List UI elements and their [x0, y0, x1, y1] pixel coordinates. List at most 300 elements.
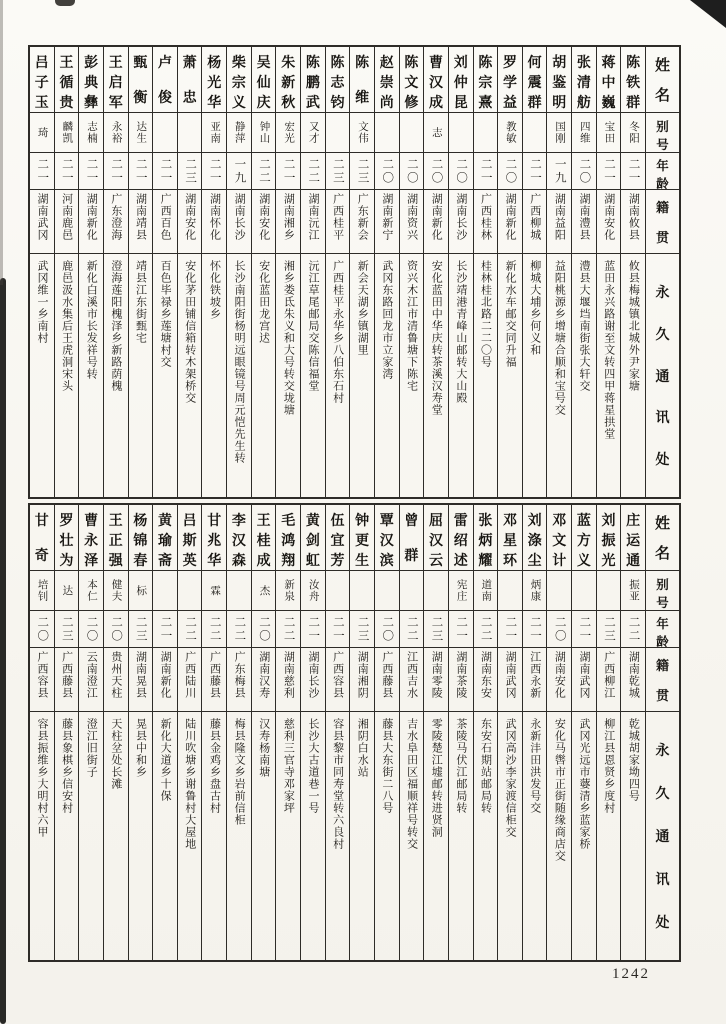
person-alias: 宏光 [276, 113, 300, 153]
person-name: 王 启 军 [104, 47, 128, 113]
person-address: 长沙靖港青峰山邮转大山殿 [454, 260, 467, 404]
person-native-place: 湖南茶陵 [449, 648, 473, 712]
person-address: 安化蓝田龙宫迖 [257, 260, 270, 344]
person-age: 二〇 [30, 611, 54, 648]
roster-column [448, 47, 473, 497]
person-name: 陈 宗 熹 [474, 47, 498, 113]
person-age: 二二 [621, 611, 645, 648]
person-age: 二三 [55, 611, 79, 648]
roster-column [546, 47, 571, 497]
roster-column [325, 47, 350, 497]
person-address: 鹿邑汲水集后王虎洞宋头 [60, 260, 73, 392]
person-alias: 宪庄 [449, 571, 473, 611]
person-age: 二一 [301, 611, 325, 648]
person-address: 靖县江东街甄宅 [134, 260, 147, 344]
person-address: 武冈东路回龙市立家湾 [380, 260, 393, 380]
person-age: 二〇 [375, 611, 399, 648]
header-alias: 别 号 [646, 113, 679, 153]
person-age: 二一 [621, 153, 645, 190]
person-name: 罗 学 益 [498, 47, 522, 113]
person-address: 沅江草尾邮局交陈信福堂 [307, 260, 319, 392]
person-name: 庄 运 通 [621, 505, 645, 571]
person-alias [153, 571, 177, 611]
person-alias: 国刚 [547, 113, 571, 153]
person-age: 二一 [572, 611, 596, 648]
scan-artifact-corner [690, 0, 726, 28]
scan-artifact-left-edge-faint [0, 0, 3, 285]
person-native-place: 广西柳城 [523, 190, 547, 254]
person-native-place: 湖南新化 [79, 190, 103, 254]
person-name: 朱 新 秋 [276, 47, 300, 113]
person-native-place: 广西藤县 [55, 648, 79, 712]
roster-column [300, 47, 325, 497]
person-age: 二〇 [375, 153, 399, 190]
person-name: 覃 汉 滨 [375, 505, 399, 571]
person-name: 萧 忠 [178, 47, 202, 113]
person-native-place: 云南澄江 [79, 648, 103, 712]
person-age: 二二 [178, 611, 202, 648]
person-native-place: 湖南零陵 [424, 648, 448, 712]
person-alias [375, 571, 399, 611]
person-age: 二三 [350, 611, 374, 648]
roster-column [473, 505, 498, 960]
roster-column [103, 47, 128, 497]
person-age: 二二 [227, 611, 251, 648]
header-native: 籍 贯 [646, 648, 679, 712]
person-native-place: 湖南沅江 [301, 190, 325, 254]
person-address: 安化马辔市正街随缘商店交 [553, 718, 566, 862]
table-header-column [645, 505, 679, 960]
person-age: 二一 [30, 153, 54, 190]
roster-column [596, 505, 621, 960]
person-native-place: 湖南湘阴 [350, 648, 374, 712]
person-address: 湘乡娄氐朱义和大号转交垅塘 [282, 260, 295, 416]
person-address: 武冈高沙李家渡信柜交 [504, 718, 517, 838]
person-alias [153, 113, 177, 153]
person-name: 吕 斯 英 [178, 505, 202, 571]
person-address: 新化大道乡十保 [159, 718, 172, 802]
person-name: 王 桂 成 [252, 505, 276, 571]
roster-column [448, 505, 473, 960]
person-age: 二一 [449, 611, 473, 648]
person-age: 二二 [400, 611, 424, 648]
person-address: 澄海莲阳槐泽乡新路荫槐 [109, 260, 122, 392]
person-alias: 道南 [474, 571, 498, 611]
person-age: 二〇 [572, 153, 596, 190]
table-body [30, 505, 645, 960]
person-name: 刘 振 光 [597, 505, 621, 571]
person-address: 容县黎市同寿堂转六良村 [331, 718, 344, 850]
person-native-place: 湖南慈利 [276, 648, 300, 712]
person-name: 伍 宜 芳 [326, 505, 350, 571]
person-alias [597, 571, 621, 611]
person-address: 藤县大东街二八号 [380, 718, 393, 814]
person-native-place: 湖南安化 [547, 648, 571, 712]
person-alias: 冬阳 [621, 113, 645, 153]
person-native-place: 湖南汉寿 [252, 648, 276, 712]
person-name: 李 汉 森 [227, 505, 251, 571]
person-alias: 汝舟 [301, 571, 325, 611]
person-alias [326, 113, 350, 153]
person-alias [498, 571, 522, 611]
person-name: 陈 维 [350, 47, 374, 113]
person-address: 新化白溪市长发祥号转 [85, 260, 98, 380]
person-native-place: 广西桂林 [474, 190, 498, 254]
person-address: 梅县隆文乡岩前信柜 [233, 718, 246, 826]
roster-column [30, 47, 54, 497]
header-name: 姓 名 [646, 47, 679, 113]
roster-column [128, 47, 153, 497]
person-native-place: 湖南靖县 [129, 190, 153, 254]
person-native-place: 湖南安化 [178, 190, 202, 254]
person-age: 二〇 [79, 611, 103, 648]
roster-column [152, 47, 177, 497]
person-age: 二一 [79, 153, 103, 190]
person-alias [547, 571, 571, 611]
person-age: 二二 [252, 153, 276, 190]
roster-column [349, 47, 374, 497]
person-address: 新会天湖乡镇湖里 [356, 260, 369, 356]
person-native-place: 广西容县 [326, 648, 350, 712]
person-name: 胡 鉴 明 [547, 47, 571, 113]
person-age: 二一 [523, 611, 547, 648]
person-name: 曾 群 [400, 505, 424, 571]
person-alias [474, 113, 498, 153]
person-native-place: 湖南长沙 [227, 190, 251, 254]
roster-column [349, 505, 374, 960]
person-native-place: 广东梅县 [227, 648, 251, 712]
roster-column [620, 47, 645, 497]
person-address: 陆川吹塘乡谢鲁村大屋地 [183, 718, 196, 850]
person-address: 澄江旧街子 [85, 718, 98, 778]
roster-column [30, 505, 54, 960]
person-name: 吴 仙 庆 [252, 47, 276, 113]
person-native-place: 广西藤县 [375, 648, 399, 712]
person-name: 吕 子 玉 [30, 47, 54, 113]
person-address: 长沙南阳街杨明远眼镜号周元恺先生转 [233, 260, 246, 464]
person-name: 卢 俊 [153, 47, 177, 113]
person-age: 二二 [276, 611, 300, 648]
person-name: 王 循 贵 [55, 47, 79, 113]
person-alias: 志 [424, 113, 448, 153]
person-age: 一九 [227, 153, 251, 190]
person-age: 二一 [153, 153, 177, 190]
roster-column [571, 505, 596, 960]
person-address: 天柱坌处长滩 [109, 718, 122, 790]
person-native-place: 广西百色 [153, 190, 177, 254]
header-name: 姓 名 [646, 505, 679, 571]
person-name: 赵 崇 尚 [375, 47, 399, 113]
person-age: 二〇 [424, 153, 448, 190]
person-alias [227, 571, 251, 611]
roster-column [522, 505, 547, 960]
header-age: 年 龄 [646, 153, 679, 190]
person-native-place: 湖南新化 [153, 648, 177, 712]
person-native-place: 广西藤县 [202, 648, 226, 712]
person-native-place: 广西陆川 [178, 648, 202, 712]
person-alias: 霖 [202, 571, 226, 611]
person-name: 黄 剑 虹 [301, 505, 325, 571]
person-name: 陈 志 钧 [326, 47, 350, 113]
roster-column [177, 47, 202, 497]
person-age: 二一 [523, 153, 547, 190]
person-address: 百色毕禄乡莲塘村交 [159, 260, 172, 368]
person-alias [424, 571, 448, 611]
person-address: 吉水阜田区福顺祥号转交 [405, 718, 418, 850]
person-name: 罗 壮 为 [55, 505, 79, 571]
roster-column [571, 47, 596, 497]
person-name: 邓 文 计 [547, 505, 571, 571]
person-alias: 达生 [129, 113, 153, 153]
person-name: 彭 典 彝 [79, 47, 103, 113]
person-address: 安化茅田铺信箱转木架桥交 [183, 260, 196, 404]
person-name: 杨 光 华 [202, 47, 226, 113]
person-address: 汉寿杨南塘 [257, 718, 270, 778]
person-address: 安化蓝田中华庆转茶溪汉寿堂 [430, 260, 443, 416]
person-alias [400, 113, 424, 153]
person-age: 二二 [202, 611, 226, 648]
person-age: 二一 [104, 153, 128, 190]
person-alias: 宝田 [597, 113, 621, 153]
page-number: 1242 [612, 966, 650, 982]
person-alias [449, 113, 473, 153]
person-age: 二〇 [547, 611, 571, 648]
person-name: 陈 鹏 武 [301, 47, 325, 113]
person-native-place: 湖南怀化 [202, 190, 226, 254]
roster-column [54, 505, 79, 960]
person-native-place: 湖南澧县 [572, 190, 596, 254]
person-native-place: 广东新会 [350, 190, 374, 254]
roster-table-top [28, 45, 681, 499]
person-alias: 志楠 [79, 113, 103, 153]
roster-column [152, 505, 177, 960]
person-native-place: 广西容县 [30, 648, 54, 712]
person-alias: 本仁 [79, 571, 103, 611]
person-alias: 标 [129, 571, 153, 611]
person-age: 二〇 [498, 153, 522, 190]
person-alias [178, 571, 202, 611]
roster-column [251, 505, 276, 960]
person-alias: 亚南 [202, 113, 226, 153]
roster-column [522, 47, 547, 497]
person-name: 杨 锦 春 [129, 505, 153, 571]
person-name: 王 正 强 [104, 505, 128, 571]
person-address: 资兴木江市清鲁塘下陈宅 [405, 260, 418, 392]
person-name: 雷 绍 述 [449, 505, 473, 571]
person-age: 二〇 [400, 153, 424, 190]
person-native-place: 湖南湘乡 [276, 190, 300, 254]
person-native-place: 湖南长沙 [449, 190, 473, 254]
person-alias: 又才 [301, 113, 325, 153]
person-native-place: 江西永新 [523, 648, 547, 712]
roster-column [596, 47, 621, 497]
person-name: 蒋 中 巍 [597, 47, 621, 113]
person-age: 二一 [153, 611, 177, 648]
roster-table-bottom [28, 503, 681, 962]
person-alias: 静萍 [227, 113, 251, 153]
roster-column [275, 47, 300, 497]
person-address: 益阳桃源乡增塘合顺和宝号交 [553, 260, 566, 416]
person-native-place: 湖南武冈 [572, 648, 596, 712]
person-address: 容县振维乡大明村六甲 [35, 718, 48, 838]
person-address: 乾城胡家坳四号 [627, 718, 640, 802]
roster-column [620, 505, 645, 960]
roster-column [226, 47, 251, 497]
person-age: 二一 [597, 153, 621, 190]
person-age: 一九 [547, 153, 571, 190]
person-alias [350, 571, 374, 611]
person-address: 桂林桂北路二二〇号 [479, 260, 492, 368]
person-native-place: 湖南东安 [474, 648, 498, 712]
roster-column [374, 47, 399, 497]
person-name: 黄 瑜 斋 [153, 505, 177, 571]
person-alias: 麟凯 [55, 113, 79, 153]
person-age: 二二 [301, 153, 325, 190]
roster-column [177, 505, 202, 960]
person-name: 邓 星 环 [498, 505, 522, 571]
person-native-place: 湖南武冈 [498, 648, 522, 712]
person-age: 二一 [129, 153, 153, 190]
roster-column [103, 505, 128, 960]
roster-column [423, 47, 448, 497]
person-name: 陈 文 修 [400, 47, 424, 113]
person-name: 张 炳 耀 [474, 505, 498, 571]
person-native-place: 广西桂平 [326, 190, 350, 254]
person-name: 刘 仲 昆 [449, 47, 473, 113]
roster-column [128, 505, 153, 960]
person-name: 屈 汉 云 [424, 505, 448, 571]
roster-column [201, 505, 226, 960]
person-alias: 杰 [252, 571, 276, 611]
person-native-place: 贵州天柱 [104, 648, 128, 712]
table-header-column [645, 47, 679, 497]
person-alias: 达 [55, 571, 79, 611]
person-address: 攸县梅城镇北城外尹家塘 [627, 260, 640, 392]
roster-column [399, 505, 424, 960]
roster-column [325, 505, 350, 960]
roster-column [300, 505, 325, 960]
person-native-place: 湖南新宁 [375, 190, 399, 254]
header-address: 永 久 通 讯 处 [655, 744, 670, 931]
roster-column [497, 505, 522, 960]
person-alias: 新泉 [276, 571, 300, 611]
person-alias [326, 571, 350, 611]
person-address: 新化水车邮交同升福 [504, 260, 517, 368]
person-native-place: 广东澄海 [104, 190, 128, 254]
person-alias: 永裕 [104, 113, 128, 153]
person-alias [572, 571, 596, 611]
roster-column [473, 47, 498, 497]
person-alias [400, 571, 424, 611]
person-address: 武冈光远市蔢清乡蓝家桥 [578, 718, 591, 850]
person-name: 蓝 方 义 [572, 505, 596, 571]
person-name: 毛 鸿 翔 [276, 505, 300, 571]
person-age: 二〇 [252, 611, 276, 648]
roster-column [201, 47, 226, 497]
person-address: 晃县中和乡 [134, 718, 147, 778]
person-age: 二三 [326, 153, 350, 190]
person-age: 二三 [424, 611, 448, 648]
person-alias: 振亚 [621, 571, 645, 611]
person-native-place: 湖南乾城 [621, 648, 645, 712]
roster-column [275, 505, 300, 960]
person-age: 二〇 [449, 153, 473, 190]
person-native-place: 湖南安化 [252, 190, 276, 254]
person-alias [523, 113, 547, 153]
person-age: 二三 [178, 153, 202, 190]
header-address: 永 久 通 讯 处 [655, 286, 670, 468]
person-name: 甄 衡 [129, 47, 153, 113]
person-age: 二一 [202, 153, 226, 190]
roster-column [423, 505, 448, 960]
person-native-place: 湖南武冈 [30, 190, 54, 254]
roster-column [78, 47, 103, 497]
person-native-place: 湖南长沙 [301, 648, 325, 712]
person-address: 茶陵马伏江邮局转 [454, 718, 467, 814]
person-name: 何 震 群 [523, 47, 547, 113]
header-alias: 别 号 [646, 571, 679, 611]
roster-column [497, 47, 522, 497]
person-alias: 钟山 [252, 113, 276, 153]
person-native-place: 湖南晃县 [129, 648, 153, 712]
person-alias [375, 113, 399, 153]
person-address: 柳江县恩贤乡度村 [602, 718, 615, 814]
person-age: 二三 [129, 611, 153, 648]
person-age: 二三 [597, 611, 621, 648]
person-address: 藤县金鸡乡盘古村 [208, 718, 221, 814]
person-alias: 培钊 [30, 571, 54, 611]
person-name: 甘 奇 [30, 505, 54, 571]
person-address: 东安石期站邮局转 [479, 718, 492, 814]
roster-column [399, 47, 424, 497]
person-address: 怀化铁坡乡 [208, 260, 221, 320]
person-age: 二一 [276, 153, 300, 190]
person-address: 慈利三官寺邓家坪 [282, 718, 295, 814]
person-age: 二一 [498, 611, 522, 648]
header-age: 年 龄 [646, 611, 679, 648]
person-alias: 文伟 [350, 113, 374, 153]
person-age: 二二 [474, 611, 498, 648]
person-name: 张 清 舫 [572, 47, 596, 113]
person-alias: 健夫 [104, 571, 128, 611]
person-age: 二一 [55, 153, 79, 190]
person-native-place: 湖南攸县 [621, 190, 645, 254]
person-address: 永新沣田洪发号交 [528, 718, 541, 814]
person-native-place: 湖南益阳 [547, 190, 571, 254]
person-age: 二〇 [104, 611, 128, 648]
person-address: 武冈维一乡南村 [35, 260, 48, 344]
person-address: 澧县大堰垱南街张大轩交 [578, 260, 591, 392]
person-age: 二一 [326, 611, 350, 648]
person-name: 曹 永 泽 [79, 505, 103, 571]
person-alias: 教敏 [498, 113, 522, 153]
person-native-place: 湖南新化 [498, 190, 522, 254]
person-alias [178, 113, 202, 153]
scan-artifact-top-smudge [55, 0, 75, 6]
roster-column [251, 47, 276, 497]
person-age: 二三 [350, 153, 374, 190]
person-address: 湘阴白水站 [356, 718, 369, 778]
person-native-place: 湖南新化 [424, 190, 448, 254]
person-address: 蓝田永兴路谢至文转四甲蒋星拱堂 [602, 260, 615, 440]
person-native-place: 湖南安化 [597, 190, 621, 254]
person-name: 钟 更 生 [350, 505, 374, 571]
person-native-place: 广西柳江 [597, 648, 621, 712]
person-name: 刘 涤 尘 [523, 505, 547, 571]
person-address: 长沙大古道巷一号 [307, 718, 319, 814]
person-name: 甘 兆 华 [202, 505, 226, 571]
roster-column [374, 505, 399, 960]
